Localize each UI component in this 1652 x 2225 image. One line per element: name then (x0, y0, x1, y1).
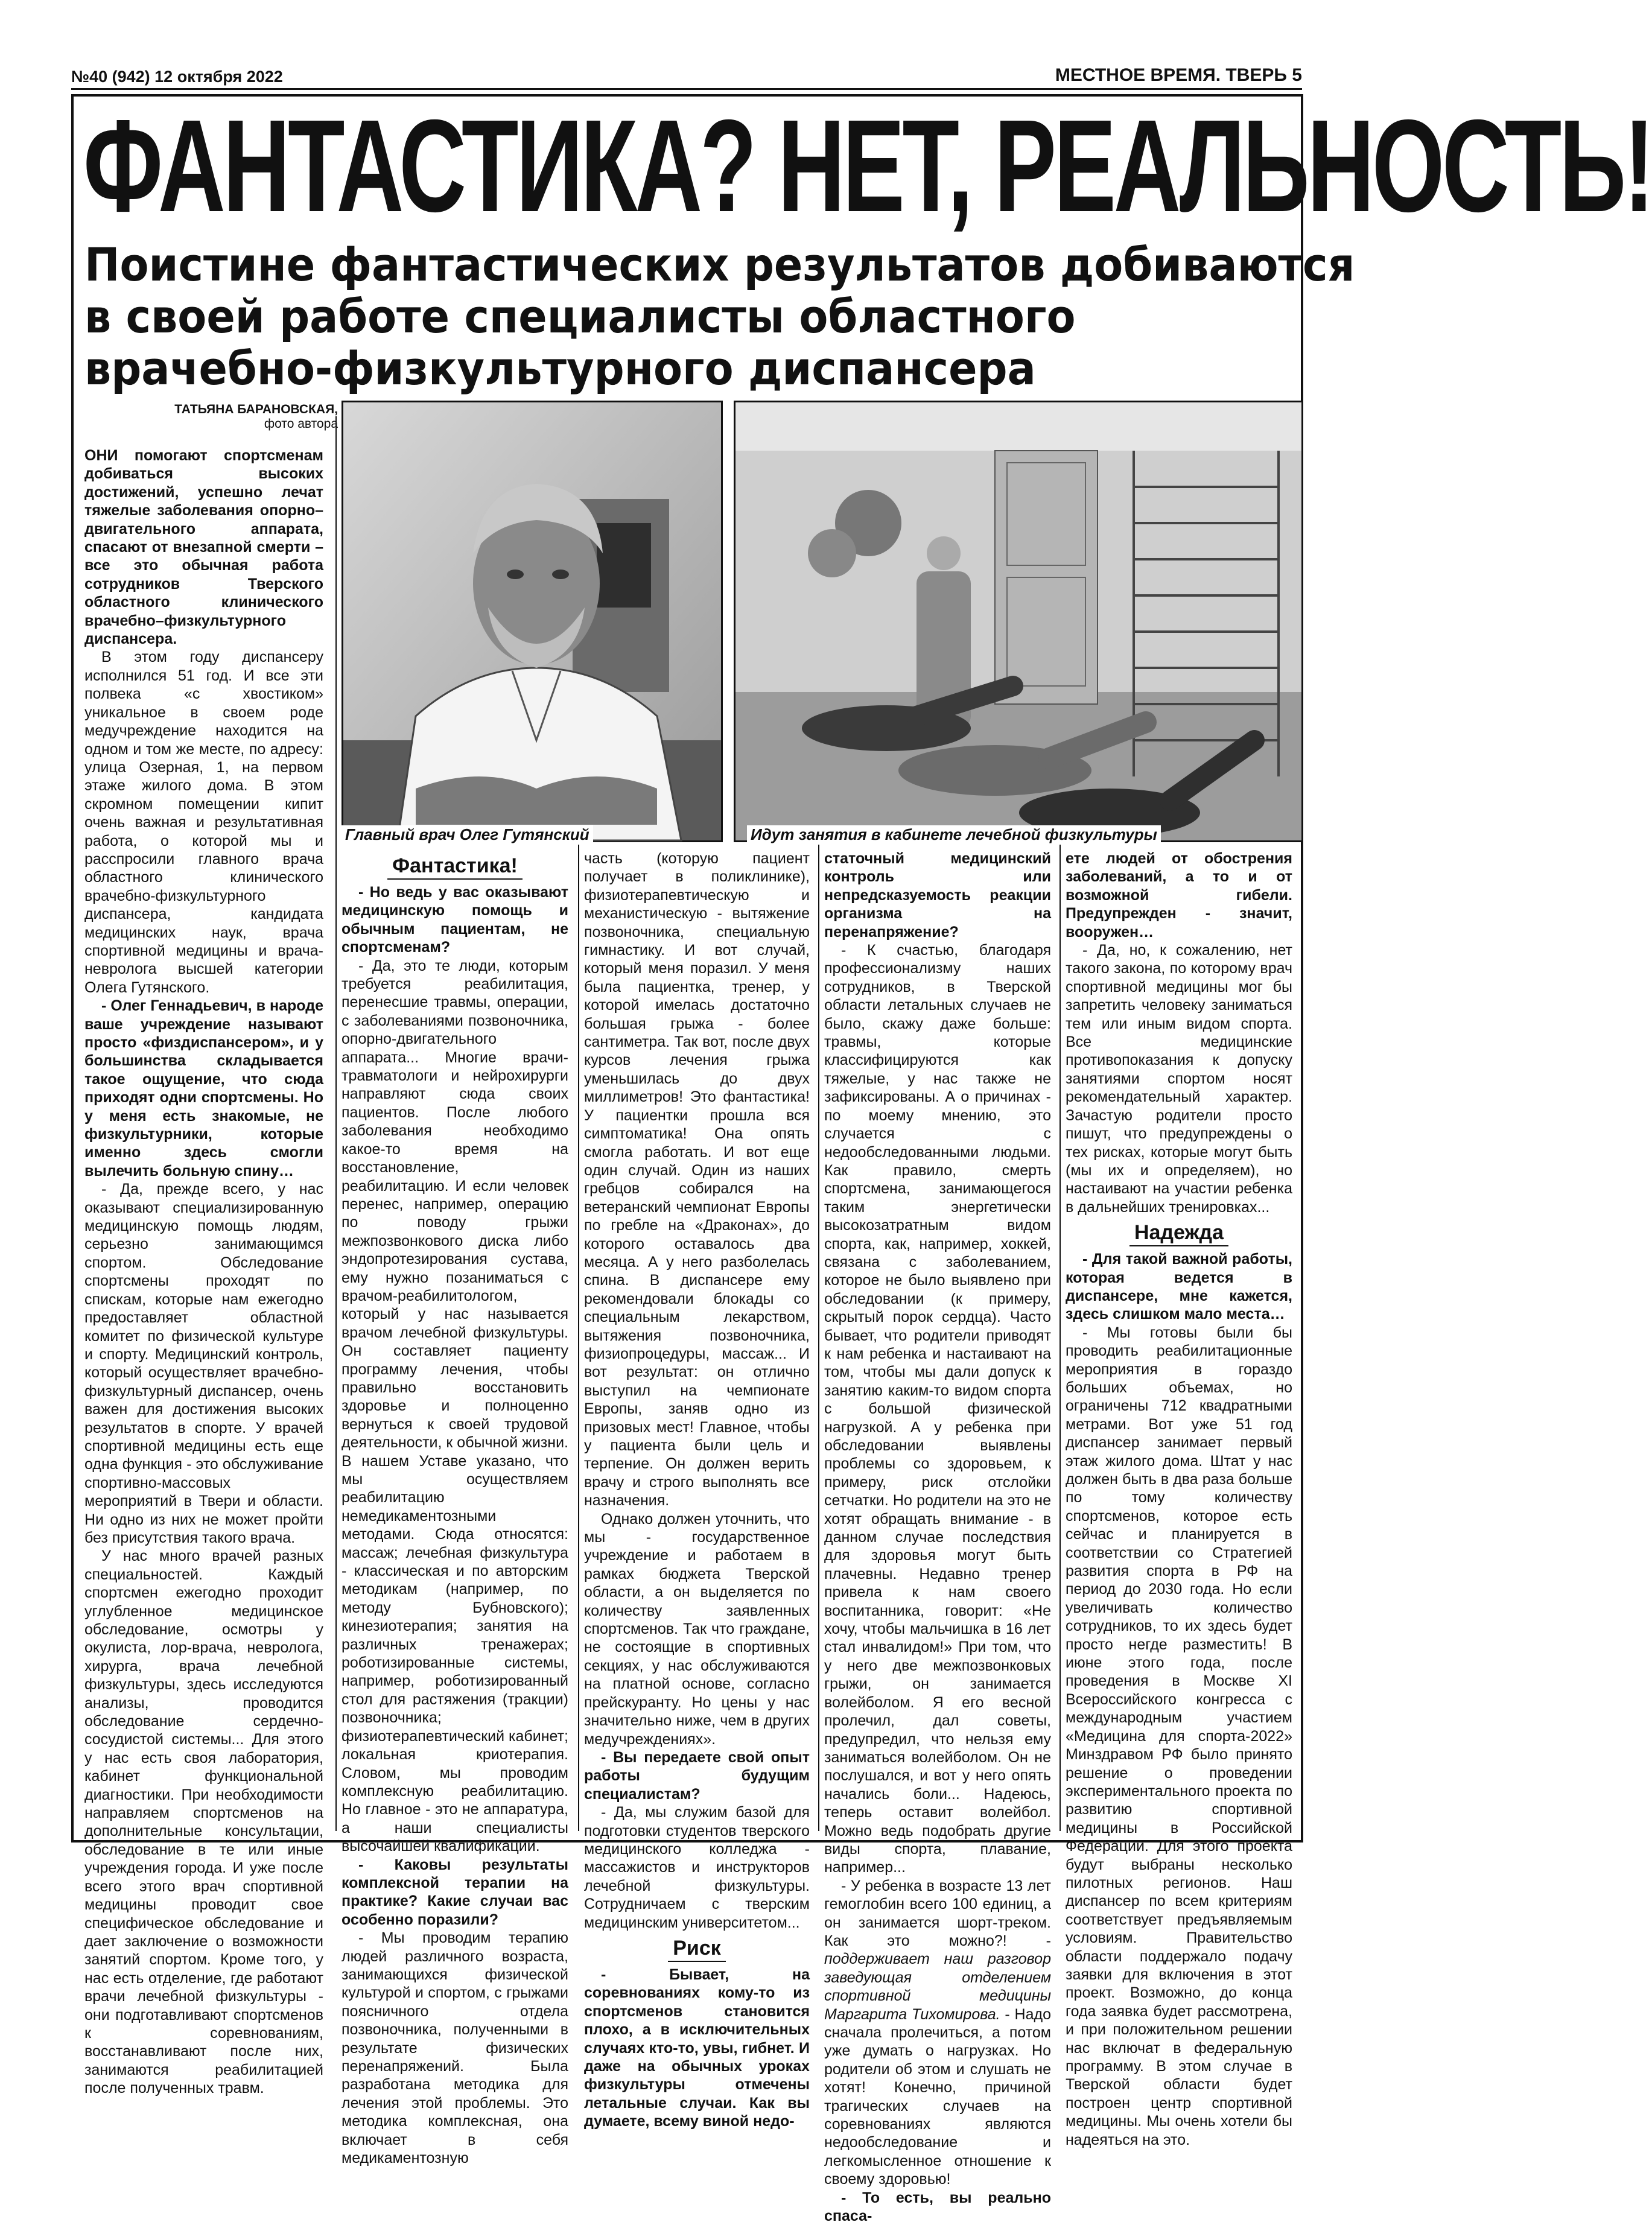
interview-question: - Вы передаете свой опыт работы будущим специалистам? (584, 1748, 810, 1803)
photo-credit: фото автора (264, 417, 338, 431)
paragraph: В этом году диспансеру исполнился 51 год. И все эти полвека «с хвостиком» уникальное в своем роде медучреждение находится на одном и том же месте, по адресу: улица Озерная, 1, на первом этаже жилого дома. В этом скромном помещении кипит очень важная и результативная работа, о которой мы и расспросили главного врача областного клинического врачебно-физкультурного диспансера, кандидата медицинских наук, врача спортивной медицины и врача-невролога высшей категории Олега Гутянского. (84, 649, 323, 996)
section-heading-nadezhda: Надежда (1066, 1220, 1292, 1245)
paragraph: - К счастью, благодаря профессионализму наших сотрудников, в Тверской области летальных случаев не было, скажу даже больше: травмы, которые классифицируются как тяжелые, у нас также не зафиксированы. А о причинах - по моему мнению, это случается с недообследованными людьми. Как правило, смерть спортсмена, занимающегося таким энергетически высокозатратным видом спорта, как, например, хоккей, связана с заболеванием, которое не было выявлено при обследовании (к примеру, скрытый порок сердца). Часто бывает, что родители приводят к нам ребенка и настаивают на том, чтобы мы дали допуск к занятию каким-то видом спорта с большой физической нагрузкой. А у ребенка при обследовании выявлены проблемы со здоровьем, к примеру, риск отслойки сетчатки. Но родители на это не хотят обращать внимание - в данном случае последствия для здоровья могут быть плачевны. Недавно тренер привела к нам своего воспитанника, говорит: «Не хочу, чтобы мальчишка в 16 лет стал инвалидом!» При том, что у него две межпозвонковых грыжи, он занимается волейболом. Я его весной пролечил, дал советы, предупредил, что нельзя ему заниматься волейболом. Он не послушался, и вот у него опять начались боли... Надеюсь, теперь оставит волейбол. Можно ведь подобрать другие виды спорта, плавание, например... (824, 942, 1051, 1876)
section-heading-risk: Риск (584, 1935, 810, 1961)
interview-question: статочный медицинский контроль или непредсказуемость реакции организма на перенапряжение? (824, 850, 1051, 941)
column-rule-3 (818, 845, 819, 1831)
paragraph: - Да, мы служим базой для подготовки студентов тверского медицинского колледжа - массажистов и инструкторов лечебной физкультуры. Сотрудничаем с тверским медицинским университетом... (584, 1804, 810, 1931)
paragraph: - Мы готовы были бы проводить реабилитационные мероприятия в гораздо больших объемах, но ограничены 712 квадратными метрами. Вот уже 51 год диспансер занимает первый этаж жилого дома. Штат у нас должен быть в два раза больше по тому количеству спортсменов, которое есть сейчас и планируется в соответствии со Стратегией развития спорта в РФ на период до 2030 года. Но если увеличивать количество сотрудников, то их здесь будет просто негде разместить! В июне этого года, после проведения в Москве XI Всероссийского конгресса с международным участием «Медицина для спорта-2022» Минздравом РФ было принято решение о проведении экспериментального проекта по развитию спортивной медицины в Российской Федерации. Для этого проекта будут выбраны несколько пилотных регионов. Наш диспансер по всем критериям соответствует предъявляемым условиям. Правительство области поддержало подачу заявки для включения в этот проект. Возможно, до конца года заявка будет рассмотрена, и при положительном решении нас включат в федеральную программу. В этом случае в Тверской области будет построен центр спортивной медицины. Мы очень хотели бы надеяться на это. (1066, 1324, 1292, 2148)
article-column-3 (584, 849, 810, 2130)
issue-info: №40 (942) 12 октября 2022 (71, 68, 283, 86)
article-column-1 (84, 446, 323, 2097)
byline (84, 402, 338, 431)
interview-question: - Бывает, на соревнованиях кому-то из спортсменов становится плохо, а в исключительных случаях кто-то, увы, гибнет. И даже на обычных уроках физкультуры отмечены летальные случаи. Как вы думаете, всему виной недо- (584, 1966, 810, 2130)
column-rule-1 (335, 416, 337, 1831)
paragraph: - Да, это те люди, которым требуется реабилитация, перенесшие травмы, операции, с заболеваниями позвоночника, опорно-двигательного аппарата... Многие врачи-травматологи и нейрохирурги направляют сюда своих пациентов. После любого заболевания необходимо какое-то время на восстановление, реабилитацию. И если человек перенес, например, операцию по поводу грыжи межпозвонкового диска либо эндопротезирования сустава, ему нужно позаниматься с врачом-реабилитологом, который у нас называется врачом лечебной физкультуры. Он составляет пациенту программу лечения, чтобы правильно восстановить здоровье и полноценно вернуться к своей трудовой деятельности, к обычной жизни. В нашем Уставе указано, что мы осуществляем реабилитацию немедикаментозными методами. Сюда относятся: массаж; лечебная физкультура - классическая и по авторским методикам (например, по методу Бубновского); кинезиотерапия; занятия на различных тренажерах; роботизированные системы, например, роботизированный стол для растяжения (тракции) позвоночника; физиотерапевтический кабинет; локальная криотерапия. Словом, мы проводим комплексную реабилитацию. Но главное - это не аппаратура, а наши специалисты высочайшей квалификации. (342, 957, 568, 1855)
quote-attribution: поддерживает наш разговор заведующая отделением спортивной медицины Маргарита Тихомирова. (824, 1950, 1051, 2023)
paragraph: У нас много врачей разных специальностей. Каждый спортсмен ежегодно проходит углубленное медицинское обследование, осмотры у окулиста, лор-врача, невролога, хирурга, врача лечебной физкультуры, здесь исследуются анализы, проводится обследование сердечно-сосудистой системы... Для этого у нас есть своя лаборатория, кабинет функциональной диагностики. При необходимости направляем спортсменов на дополнительные консультации, обследование в те или иные учреждения города. И уже после всего этого врач спортивной медицины проводит свое специфическое обследование и дает заключение о возможности занятий спортом. Кроме того, у нас есть отделение, где работают врачи лечебной физкультуры - они подготавливают спортсменов к соревнованиям, восстанавливают после них, занимаются реабилитацией после полученных травм. (84, 1547, 323, 2097)
interview-question: - Олег Геннадьевич, в народе ваше учреждение называют просто «физдиспансером», и у большинства складывается такое ощущение, что сюда приходят одни спортсмены. Но у меня есть знакомые, не физкультурники, которые именно здесь смогли вылечить больную спину… (84, 997, 323, 1179)
paragraph: Однако должен уточнить, что мы - государственное учреждение и работаем в рамках бюджета Тверской области, а он выделяется по количеству заявленных спортсменов. Так что граждане, не состоящие в спортивных секциях, у нас обслуживаются на платной основе, согласно прейскуранту. Но цены у нас значительно ниже, чем в других медучреждениях». (584, 1510, 810, 1748)
interview-question: - То есть, вы реально спаса- (824, 2189, 1051, 2225)
doctor-portrait-image (343, 402, 721, 840)
photo-caption-right: Идут занятия в кабинете лечебной физкультуры (747, 825, 1161, 844)
section-heading-fantastika: Фантастика! (342, 853, 568, 878)
paragraph: часть (которую пациент получает в поликлинике), физиотерапевтическую и механистическую - вытяжение позвоночника, специальную гимнастику. И вот случай, который меня поразил. У меня была пациентка, тренер, у которой имелась достаточно большая грыжа - более сантиметра. Так вот, после двух курсов лечения грыжа уменьшилась до двух миллиметров! Это фантастика! У пациентки прошла вся симптоматика! Она опять смогла работать. И вот еще один случай. Один из наших гребцов собирался на ветеранский чемпионат Европы по гребле на «Драконах», до которого оставалось два месяца. А у него разболелась спина. В диспансере ему рекомендовали блокады со специальным лекарством, вытяжения позвоночника, физиопроцедуры, массаж... И вот результат: он отлично выступил на чемпионате Европы, заняв одно из призовых мест! Главное, чтобы у пациента были цель и терпение. Он должен верить врачу и строго выполнять все назначения. (584, 850, 810, 1509)
paper-name: МЕСТНОЕ ВРЕМЯ. ТВЕРЬ 5 (1055, 65, 1302, 85)
photo-caption-left: Главный врач Олег Гутянский (342, 825, 593, 844)
column-rule-2 (578, 845, 579, 1831)
exercise-room-image (735, 402, 1301, 840)
interview-question: - Но ведь у вас оказывают медицинскую помощь и обычным пациентам, не спортсменам? (342, 884, 568, 956)
photo-exercise-room (734, 401, 1303, 842)
paragraph: - Мы проводим терапию людей различного возраста, занимающихся физической культурой и спортом, с грыжами поясничного отдела позвоночника, полученными в результате физических перенапряжений. Была разработана методика для лечения этой проблемы. Это методика комплексная, она включает в себя медикаментозную (342, 1929, 568, 2167)
header-divider (71, 88, 1302, 90)
subheadline (84, 238, 1355, 395)
interview-question: - Каковы результаты комплексной терапии на практике? Какие случаи вас особенно поразили? (342, 1856, 568, 1928)
paragraph: - У ребенка в возрасте 13 лет гемоглобин всего 100 единиц, а он занимается шорт-треком. Как это можно?! - поддерживает наш разговор заведующая отделением спортивной медицины Маргарита Тихомирова. - Надо сначала пролечиться, а потом уже думать о нагрузках. Но родители об этом и слушать не хотят! Конечно, причиной трагических случаев на соревнованиях являются недообследование и легкомысленное отношение к своему здоровью! (824, 1877, 1051, 2188)
article-column-5 (1066, 849, 1292, 2148)
interview-question: - Для такой важной работы, которая ведется в диспансере, мне кажется, здесь слишком мало места… (1066, 1251, 1292, 1323)
interview-question: ете людей от обострения заболеваний, а то и от возможной гибели. Предупрежден - значит, вооружен… (1066, 850, 1292, 941)
column-rule-4 (1060, 845, 1061, 1831)
photo-chief-doctor (342, 401, 723, 842)
subhead-line-2: в своей работе специалисты областного (84, 290, 1076, 343)
paragraph: - Да, но, к сожалению, нет такого закона, по которому врач спортивной медицины мог бы запретить человеку заниматься тем или иным видом спорта. Все медицинские противопоказания к допуску занятиями спортом носят рекомендательный характер. Зачастую родители просто пишут, что предупреждены о тех рисках, которые могут быть (мы их и определяем), но настаивают на участии ребенка в дальнейших тренировках... (1066, 942, 1292, 1216)
headline: ФАНТАСТИКА? НЕТ, РЕАЛЬНОСТЬ! (83, 93, 1652, 240)
paragraph: - Да, прежде всего, у нас оказывают специализированную медицинскую помощь людям, серьезно занимающимся спортом. Обследование спортсмены проходят по спискам, которые нам ежегодно предоставляет областной комитет по физической культуре и спорту. Медицинский контроль, который осуществляет врачебно-физкультурный диспансер, очень важен для достижения высоких результатов в спорте. У врачей спортивной медицины есть еще одна функция - это обслуживание спортивно-массовых мероприятий в Твери и области. Ни одно из них не может пройти без присутствия такого врача. (84, 1181, 323, 1546)
article-column-4 (824, 849, 1051, 2225)
article-lead: ОНИ помогают спортсменам добиваться высоких достижений, успешно лечат тяжелые заболевания опорно–двигательного аппарата, спасают от внезапной смерти – все это обычная работа сотрудников Тверского областного клинического врачебно–физкультурного диспансера. (84, 447, 323, 648)
subhead-line-1: Поистине фантастических результатов добиваются (84, 238, 1355, 291)
page-header (71, 65, 1302, 89)
author-name: ТАТЬЯНА БАРАНОВСКАЯ, (174, 402, 338, 416)
article-column-2 (342, 849, 568, 2167)
subhead-line-3: врачебно-физкультурного диспансера (84, 341, 1036, 395)
